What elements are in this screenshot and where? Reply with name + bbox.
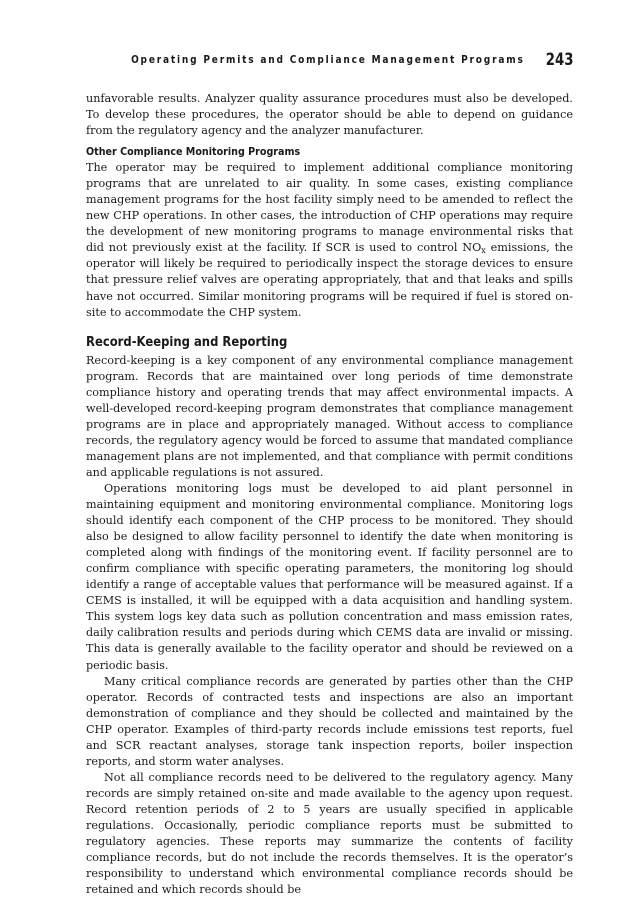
paragraph-record-keeping-3: Many critical compliance records are generated by parties other than the CHP operator. Records of contracted tests and inspections are also an important demonstration of compliance and they should be collected and maintained by the CHP operator. Examples of third-party records include emissions test reports, fuel and SCR reactant analyses, storage tank inspection reports, boiler inspection reports, and storm water analyses.	[86, 674, 573, 768]
paragraph-record-keeping-2: Operations monitoring logs must be developed to aid plant personnel in maintaining equipment and monitoring environmental compliance. Monitoring logs should identify each component of the CHP process to be monitored. They should also be designed to allow facility personnel to identify the date when monitoring is completed along with findings of the monitoring event. If facility personnel are to confirm compliance with specific operating parameters, the monitoring log should identify a range of acceptable values that performance will be measured against. If a CEMS is installed, it will be equipped with a data acquisition and handling system. This system logs key data such as pollution concentration and mass emission rates, daily calibration results and periods during which CEMS data are invalid or missing. This data is generally available to the facility operator and should be reviewed on a periodic basis.	[86, 481, 573, 672]
paragraph-other-text-a: The operator may be required to implement additional compliance monitoring programs that are unrelated to air quality. In some cases, existing compliance management programs for the host facility simply need to be amended to reflect the new CHP operations. In other cases, the introduction of CHP operations may require the development of new monitoring programs to manage environmental risks that did not previously exist at the facility. If SCR is used to control NO	[86, 161, 573, 255]
paragraph-other-text-b: emissions, the operator will likely be required to periodically inspect the storage devices to ensure that pressure relief valves are operating appropriately, that and that leaks and spills have not occurred. Similar monitoring programs will be required if fuel is stored on-site to accommodate the CHP system.	[86, 241, 573, 319]
nox-subscript: x	[481, 246, 486, 256]
paragraph-other-compliance	[86, 160, 573, 320]
page-number: 243	[545, 50, 573, 70]
page-body	[86, 91, 573, 898]
running-title: Operating Permits and Compliance Management Programs	[131, 54, 525, 66]
paragraph-intro: unfavorable results. Analyzer quality assurance procedures must also be developed. To develop these procedures, the operator should be able to depend on guidance from the regulatory agency and the analyzer manufacturer.	[86, 92, 573, 138]
paragraph-record-keeping-4: Not all compliance records need to be delivered to the regulatory agency. Many records are simply retained on-site and made available to the agency upon request. Record retention periods of 2 to 5 years are usually specified in applicable regulations. Occasionally, periodic compliance reports must be submitted to regulatory agencies. These reports may summarize the contents of facility compliance records, but do not include the records themselves. It is the operator’s responsibility to understand which environmental compliance records should be retained and which records should be	[86, 770, 573, 897]
running-head	[86, 48, 573, 74]
heading-record-keeping: Record-Keeping and Reporting	[86, 333, 288, 350]
heading-other-compliance-monitoring: Other Compliance Monitoring Programs	[86, 145, 301, 159]
paragraph-record-keeping-1: Record-keeping is a key component of any environmental compliance management program. Records that are maintained over long periods of time demonstrate compliance history and operating trends that may affect environmental impacts. A well-developed record-keeping program demonstrates that compliance management programs are in place and appropriately managed. Without access to compliance records, the regulatory agency would be forced to assume that mandated compliance management plans are not implemented, and that compliance with permit conditions and applicable regulations is not assured.	[86, 353, 573, 479]
